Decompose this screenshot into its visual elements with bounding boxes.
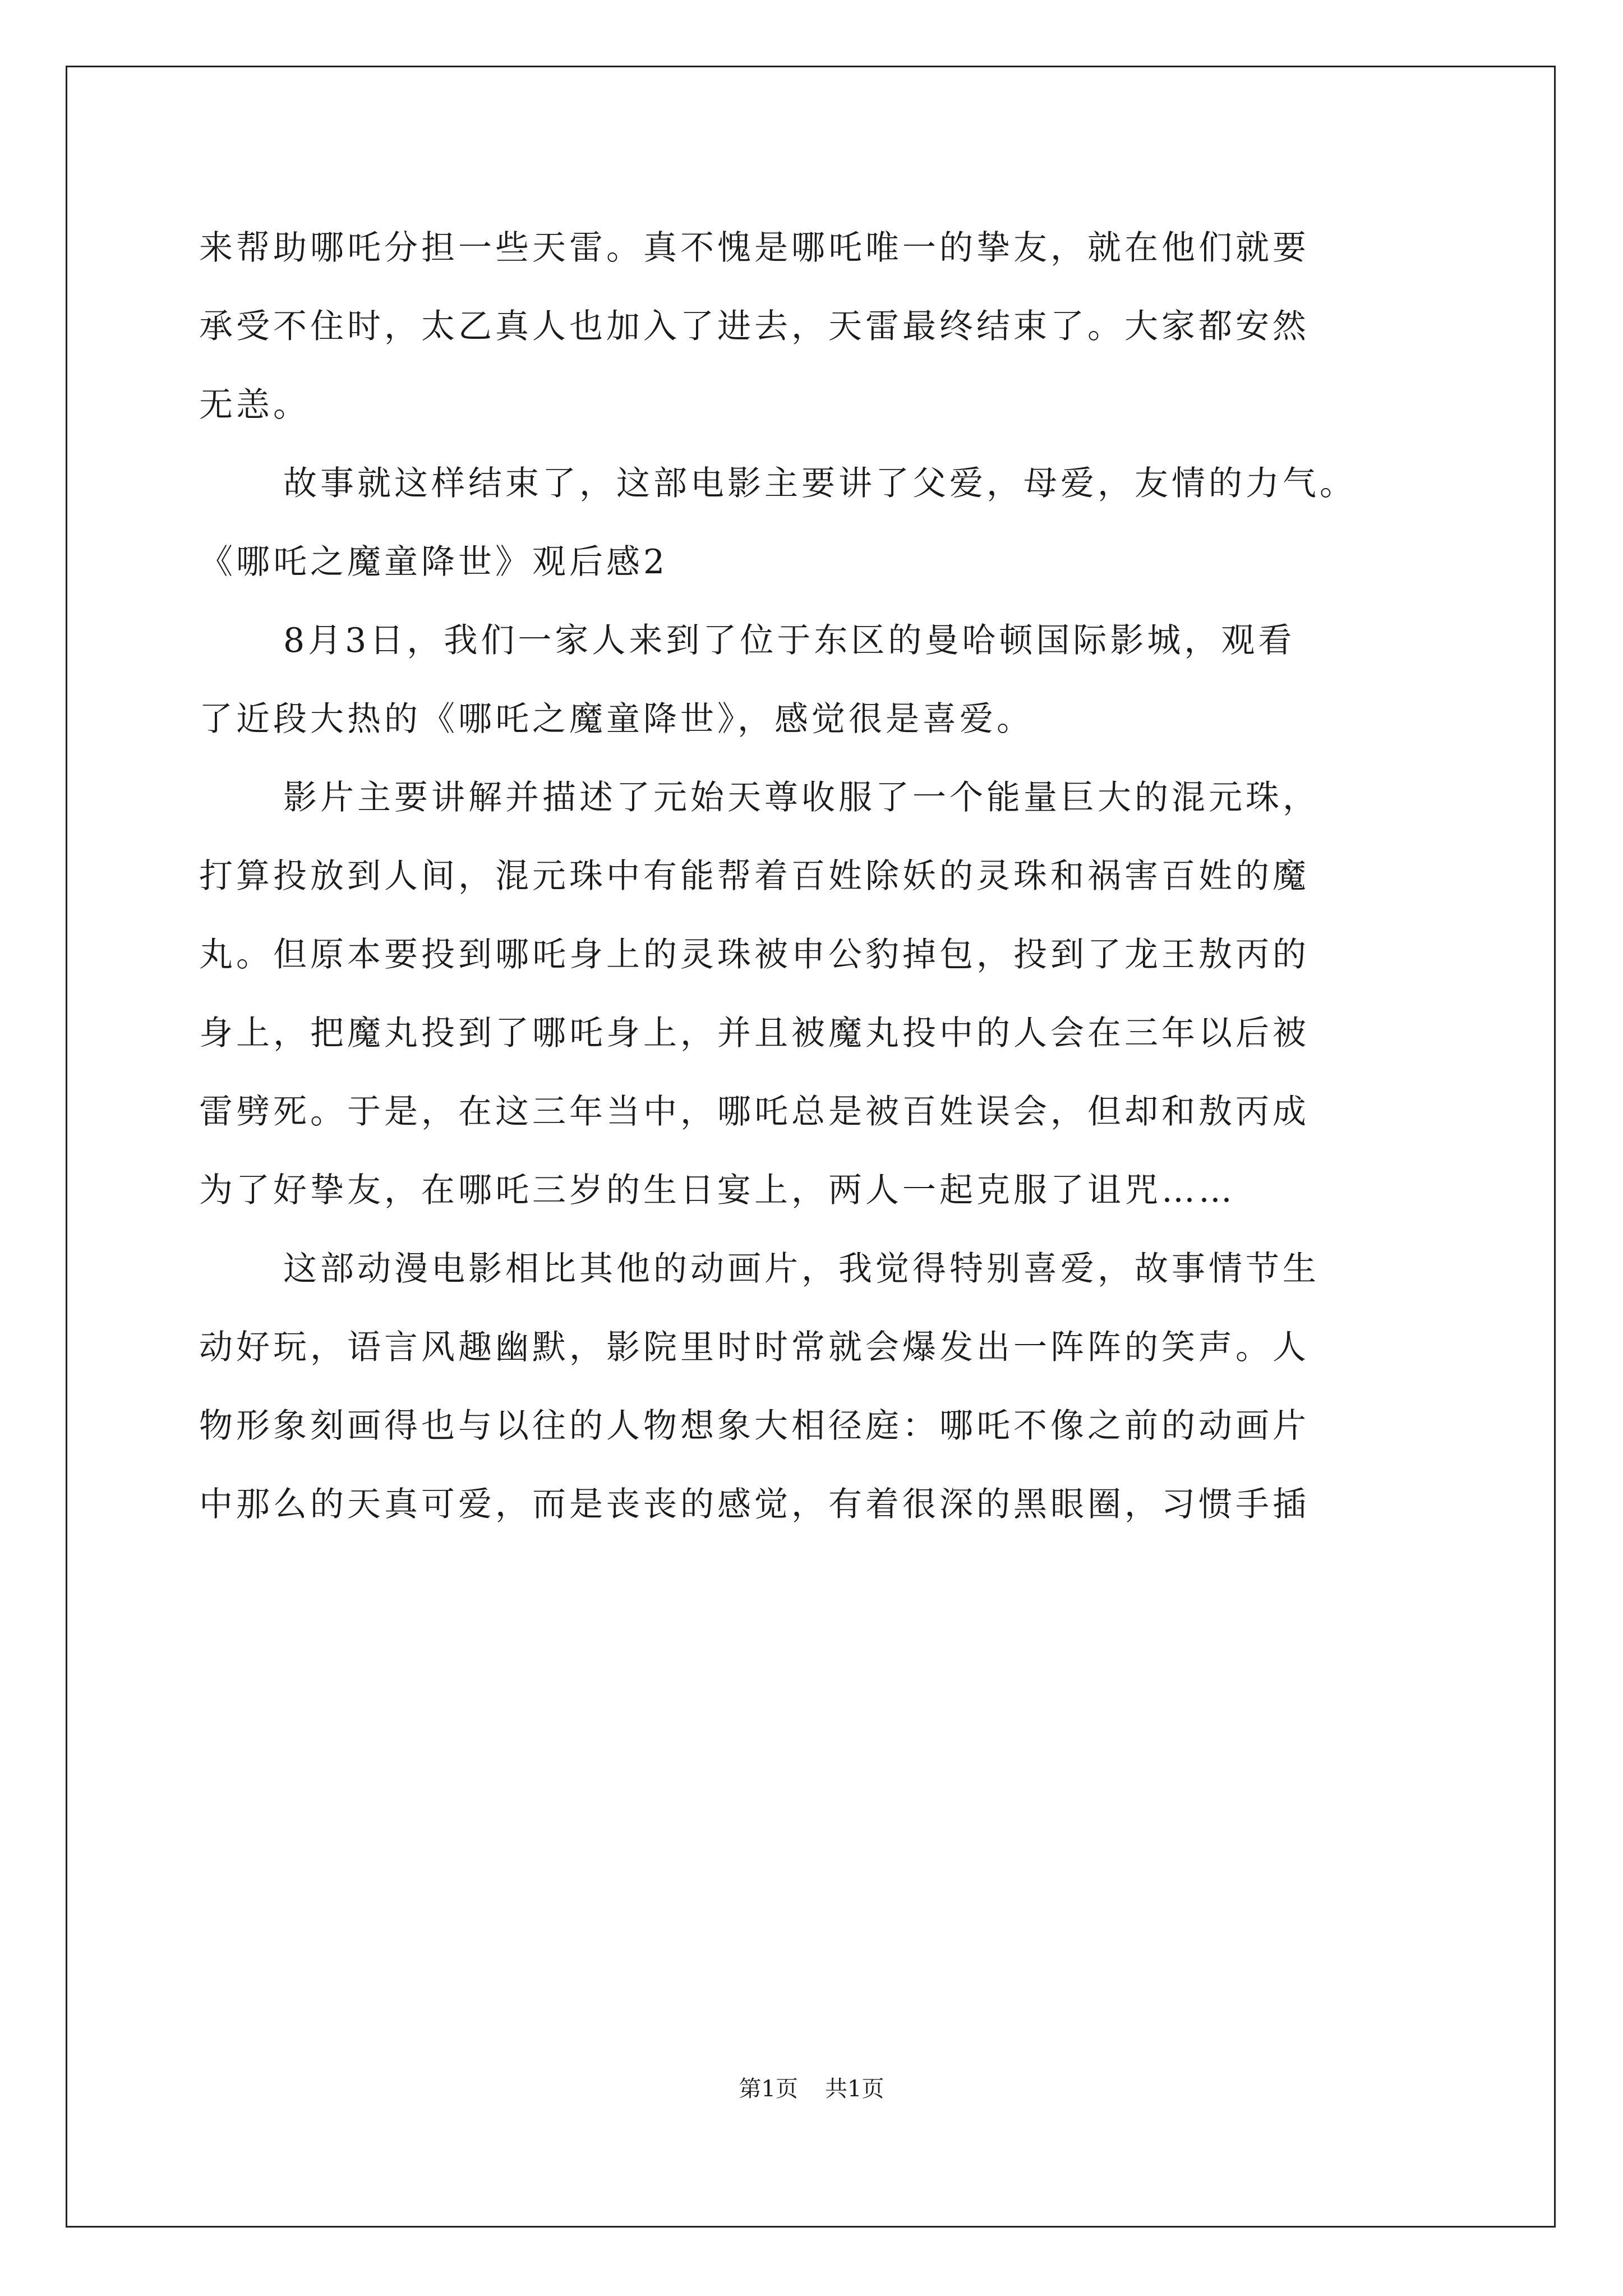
section-heading: 《哪吒之魔童降世》观后感2 [199,542,668,582]
text-line: 中那么的天真可爱，而是丧丧的感觉，有着很深的黑眼圈，习惯手插 [199,1485,1310,1524]
paragraph-start-line: 影片主要讲解并描述了元始天尊收服了一个能量巨大的混元珠， [283,778,1320,817]
page-footer [0,2072,1623,2106]
paragraph-start-line: 8月3日，我们一家人来到了位于东区的曼哈顿国际影城，观看 [283,621,1295,660]
text-line: 身上，把魔丸投到了哪吒身上，并且被魔丸投中的人会在三年以后被 [199,1014,1310,1053]
text-line: 物形象刻画得也与以往的人物想象大相径庭：哪吒不像之前的动画片 [199,1406,1310,1446]
paragraph-start-line: 故事就这样结束了，这部电影主要讲了父爱，母爱，友情的力气。 [283,464,1357,503]
page-total: 共1页 [825,2076,884,2102]
text-line: 承受不住时，太乙真人也加入了进去，天雷最终结束了。大家都安然 [199,307,1310,346]
text-line: 雷劈死。于是，在这三年当中，哪吒总是被百姓误会，但却和敖丙成 [199,1092,1310,1131]
text-line: 为了好挚友，在哪吒三岁的生日宴上，两人一起克服了诅咒…… [199,1171,1235,1210]
text-line: 打算投放到人间，混元珠中有能帮着百姓除妖的灵珠和祸害百姓的魔 [199,857,1310,896]
text-line: 丸。但原本要投到哪吒身上的灵珠被申公豹掉包，投到了龙王敖丙的 [199,935,1310,974]
text-line: 来帮助哪吒分担一些天雷。真不愧是哪吒唯一的挚友，就在他们就要 [199,228,1310,268]
paragraph-start-line: 这部动漫电影相比其他的动画片，我觉得特别喜爱，故事情节生 [283,1249,1320,1289]
text-line: 无恙。 [199,385,310,425]
text-line: 动好玩，语言风趣幽默，影院里时时常就会爆发出一阵阵的笑声。人 [199,1328,1310,1367]
text-line: 了近段大热的《哪吒之魔童降世》，感觉很是喜爱。 [199,700,1034,739]
page-number: 第1页 [739,2076,798,2102]
document-body [199,209,1461,1544]
